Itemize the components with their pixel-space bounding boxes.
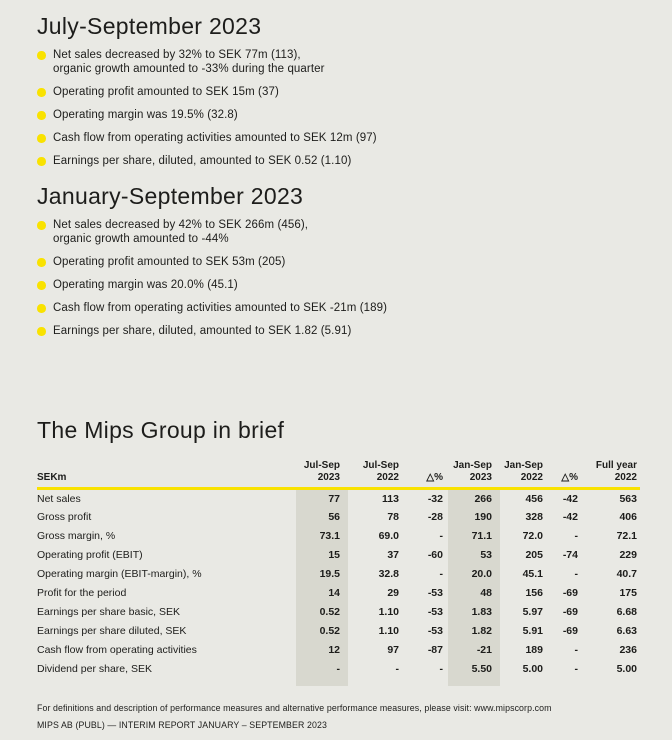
section-group-brief [37,417,640,686]
bullet-dot-icon [37,281,46,290]
highlight-overhang-row [37,679,640,686]
cell-jul-sep-2023: 0.52 [296,622,348,641]
cell-delta-ytd: -69 [562,625,578,637]
col-header-line: Full year [595,460,637,471]
cell-full-year-2022: 175 [619,587,637,599]
cell-delta-quarter: - [439,530,443,542]
cell-jul-sep-2023: 56 [296,508,348,527]
bullet-text: Operating profit amounted to SEK 15m (37) [53,86,279,98]
cell-jan-sep-2022: 5.91 [522,625,543,637]
cell-jul-sep-2022: 69.0 [378,530,399,542]
bullet-dot-icon [37,88,46,97]
cell-delta-quarter: -53 [427,587,443,599]
table-row [37,489,640,508]
cell-jan-sep-2022: 456 [525,492,543,505]
bullet-item [37,85,640,99]
cell-delta-ytd: -69 [562,587,578,599]
bullet-text: Operating margin was 19.5% (32.8) [53,109,238,121]
cell-jul-sep-2022: 113 [382,492,399,505]
cell-delta-quarter: -60 [427,549,443,561]
bullet-text: Cash flow from operating activities amounted to SEK -21m (189) [53,302,388,314]
cell-jan-sep-2023: -21 [448,641,500,660]
bullet-item [37,324,640,338]
cell-jul-sep-2022: 78 [387,511,399,523]
bullet-dot-icon [37,258,46,267]
cell-delta-ytd: - [574,568,578,580]
cell-delta-ytd: - [574,663,578,675]
table-row [37,584,640,603]
bullet-item [37,301,640,315]
cell-jul-sep-2023: 19.5 [296,565,348,584]
cell-delta-ytd: - [574,644,578,656]
cell-jan-sep-2023: 190 [448,508,500,527]
col-header-line: 2022 [614,472,637,483]
bullet-item [37,48,640,76]
cell-full-year-2022: 563 [619,492,637,505]
cell-full-year-2022: 6.68 [616,606,637,618]
cell-delta-ytd: -69 [562,606,578,618]
cell-jul-sep-2023: 0.52 [296,603,348,622]
cell-delta-quarter: -53 [427,625,443,637]
cell-delta-ytd: -42 [562,511,578,523]
cell-jul-sep-2022: 1.10 [378,625,399,637]
table-row [37,508,640,527]
cell-delta-quarter: -87 [427,644,443,656]
col-header-jul-sep-2022 [348,456,406,489]
col-header-jul-sep-2023 [296,456,348,489]
col-header-delta-quarter [406,456,448,489]
highlight-overhang [448,679,500,686]
bullet-text-continued: organic growth amounted to -33% during the quarter [53,63,325,75]
cell-full-year-2022: 5.00 [616,663,637,675]
cell-delta-ytd: - [574,530,578,542]
bullet-item [37,131,640,145]
cell-delta-ytd: -74 [562,549,578,561]
table-footer [37,679,640,686]
bullet-text: Operating margin was 20.0% (45.1) [53,279,238,291]
section-july-september [37,13,640,168]
bullet-item [37,218,640,246]
bullet-item [37,154,640,168]
bullet-dot-icon [37,221,46,230]
bullet-text: Net sales decreased by 32% to SEK 77m (113), [53,49,301,61]
bullet-item [37,255,640,269]
cell-jul-sep-2022: 37 [387,549,399,561]
col-header-line: 2023 [469,472,492,483]
cell-jul-sep-2023: 12 [296,641,348,660]
cell-full-year-2022: 72.1 [616,530,637,542]
cell-delta-quarter: -28 [427,511,443,523]
cell-full-year-2022: 6.63 [616,625,637,637]
cell-jan-sep-2023: 5.50 [448,660,500,679]
row-label: Gross margin, % [37,530,116,542]
cell-delta-quarter: - [439,568,443,580]
row-label: Profit for the period [37,587,127,599]
table-row [37,603,640,622]
cell-jan-sep-2022: 328 [525,511,543,523]
cell-jan-sep-2022: 156 [525,587,543,599]
table-header-row [37,456,640,489]
col-header-delta-ytd [549,456,585,489]
col-header-line: △% [426,472,443,483]
cell-full-year-2022: 229 [619,549,637,561]
cell-jan-sep-2023: 20.0 [448,565,500,584]
bullet-list-ytd [37,218,640,338]
row-label: Dividend per share, SEK [37,663,152,675]
cell-jul-sep-2023: 15 [296,546,348,565]
section-heading-january-september: January-September 2023 [37,183,304,209]
bullet-dot-icon [37,134,46,143]
col-header-line: Jul-Sep [362,460,399,471]
bullet-dot-icon [37,111,46,120]
bullet-text: Net sales decreased by 42% to SEK 266m (456), [53,219,309,231]
col-header-line: Jan-Sep [453,460,492,471]
bullet-dot-icon [37,157,46,166]
bullet-dot-icon [37,304,46,313]
cell-full-year-2022: 236 [619,644,637,656]
bullet-text: Earnings per share, diluted, amounted to SEK 1.82 (5.91) [53,325,352,337]
cell-jan-sep-2023: 1.83 [448,603,500,622]
key-figures-table [37,456,640,686]
row-label: Gross profit [37,511,92,523]
row-label: Earnings per share diluted, SEK [37,625,187,637]
table-row [37,546,640,565]
bullet-dot-icon [37,51,46,60]
table-row [37,622,640,641]
table-row [37,527,640,546]
col-header-line: 2022 [520,472,543,483]
table-row [37,641,640,660]
section-january-september [37,183,640,338]
section-heading-july-september: July-September 2023 [37,13,262,39]
bullet-text-continued: organic growth amounted to -44% [53,233,229,245]
bullet-dot-icon [37,327,46,336]
cell-jan-sep-2022: 5.00 [522,663,543,675]
row-label: Operating profit (EBIT) [37,549,143,561]
cell-jan-sep-2023: 71.1 [448,527,500,546]
footer-report-title: MIPS AB (PUBL) — INTERIM REPORT JANUARY – SEPTEMBER 2023 [37,719,327,730]
cell-jan-sep-2023: 48 [448,584,500,603]
footer-definitions-note: For definitions and description of performance measures and alternative performance measures, please visit: www.mipscorp.com [37,702,552,713]
cell-jan-sep-2022: 189 [525,644,543,656]
col-header-jan-sep-2023 [448,456,500,489]
cell-jan-sep-2023: 1.82 [448,622,500,641]
cell-jan-sep-2023: 53 [448,546,500,565]
cell-jan-sep-2022: 5.97 [522,606,543,618]
col-header-line: Jul-Sep [303,460,340,471]
table-row [37,660,640,679]
col-header-sekm: SEKm [37,456,296,489]
cell-jul-sep-2023: 77 [296,489,348,508]
col-header-line: 2022 [376,472,399,483]
cell-delta-ytd: -42 [562,492,578,505]
cell-full-year-2022: 406 [619,511,637,523]
cell-full-year-2022: 40.7 [616,568,637,580]
table-row [37,565,640,584]
cell-jan-sep-2022: 45.1 [522,568,543,580]
bullet-item [37,108,640,122]
bullet-text: Cash flow from operating activities amounted to SEK 12m (97) [53,132,377,144]
cell-jul-sep-2022: - [395,663,399,675]
bullet-text: Earnings per share, diluted, amounted to SEK 0.52 (1.10) [53,155,352,167]
bullet-text: Operating profit amounted to SEK 53m (205) [53,256,286,268]
cell-jan-sep-2022: 205 [525,549,543,561]
cell-jul-sep-2023: 14 [296,584,348,603]
col-header-line: 2023 [317,472,340,483]
row-label: Earnings per share basic, SEK [37,606,180,618]
row-label: Cash flow from operating activities [37,644,197,656]
cell-delta-quarter: - [439,663,443,675]
row-label: Net sales [37,492,81,505]
cell-jul-sep-2023: 73.1 [296,527,348,546]
cell-jul-sep-2022: 32.8 [378,568,399,580]
table-body [37,489,640,679]
cell-delta-quarter: -53 [427,606,443,618]
cell-delta-quarter: -32 [427,492,443,505]
cell-jul-sep-2023: - [296,660,348,679]
table-header [37,456,640,489]
col-header-full-year-2022 [585,456,640,489]
bullet-list-quarter [37,48,640,168]
highlight-overhang [296,679,348,686]
cell-jul-sep-2022: 97 [387,644,399,656]
cell-jan-sep-2022: 72.0 [522,530,543,542]
brief-heading: The Mips Group in brief [37,417,285,443]
cell-jul-sep-2022: 1.10 [378,606,399,618]
page-footer [37,703,640,731]
row-label: Operating margin (EBIT-margin), % [37,568,202,580]
col-header-jan-sep-2022 [500,456,549,489]
cell-jul-sep-2022: 29 [387,587,399,599]
cell-jan-sep-2023: 266 [448,489,500,508]
col-header-line: △% [561,472,578,483]
bullet-item [37,278,640,292]
col-header-line: Jan-Sep [504,460,543,471]
